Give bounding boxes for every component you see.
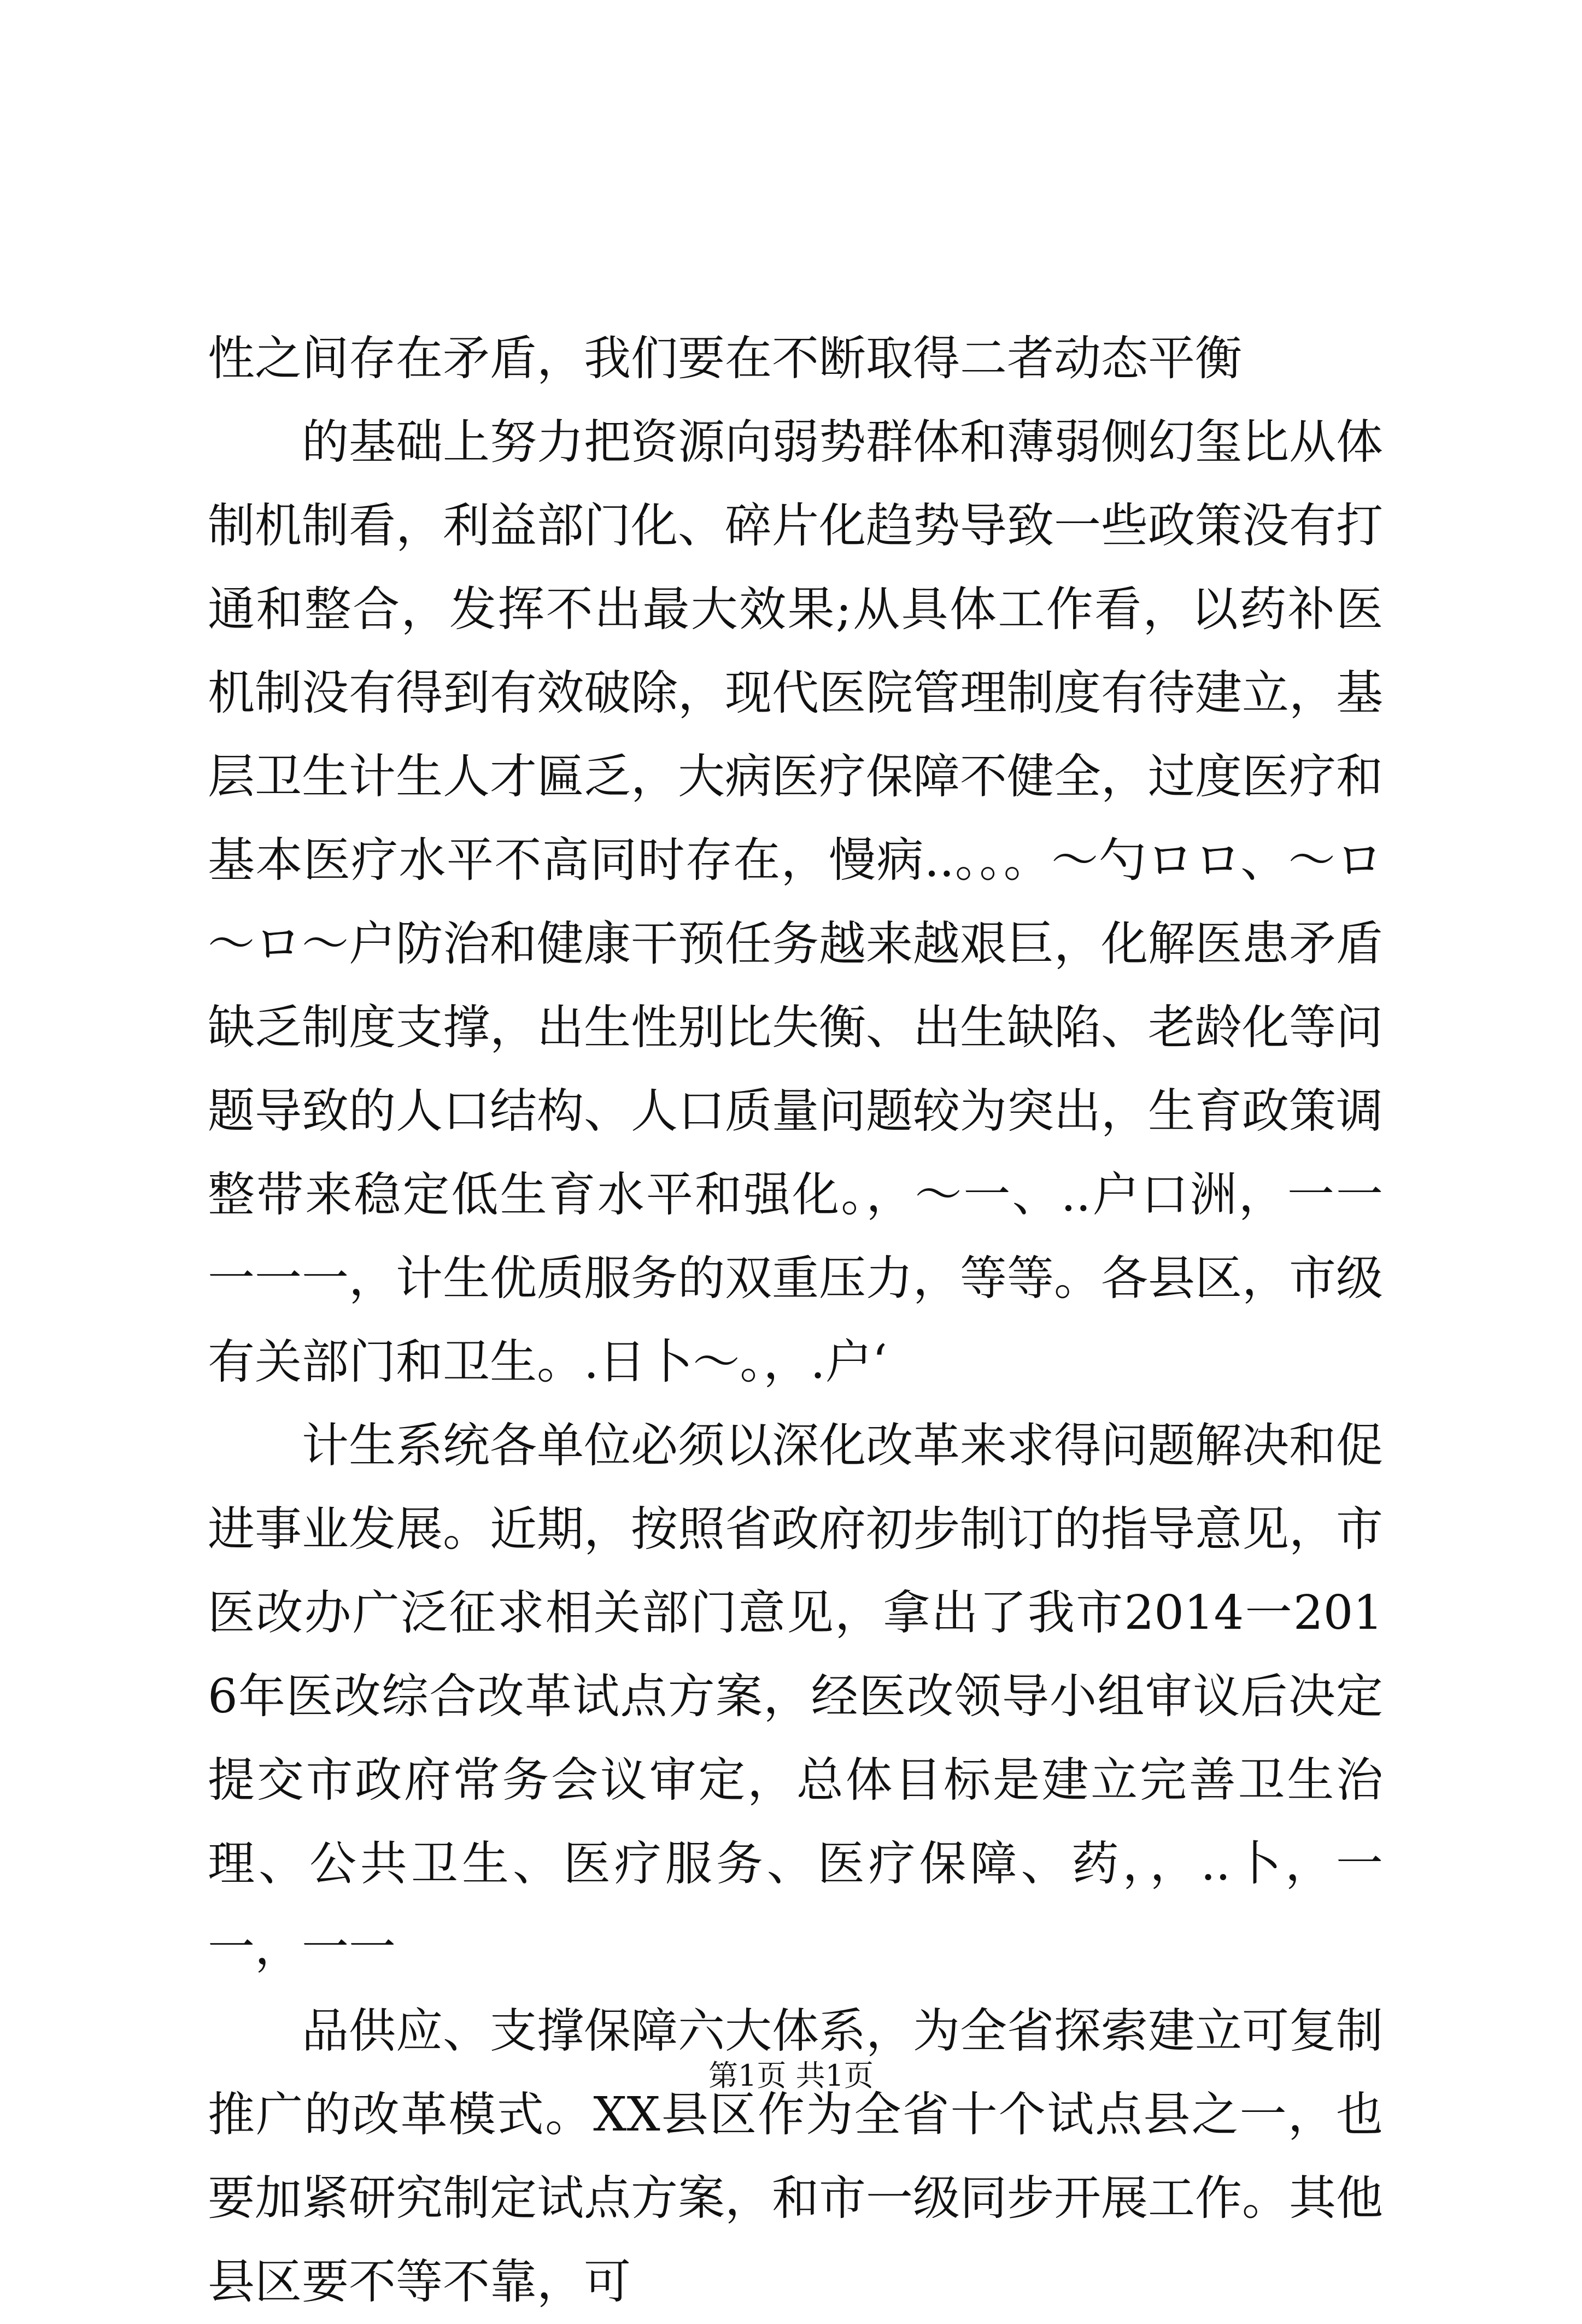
paragraph-4: 品供应、支撑保障六大体系，为全省探索建立可复制推广的改革模式。XX县区作为全省十个试点县之一，也要加紧研究制定试点方案，和市一级同步开展工作。其他县区要不等不靠，可 (208, 2004, 1383, 2309)
page-number-label: 第1页 共1页 (708, 2058, 874, 2093)
paragraph-3: 计生系统各单位必须以深化改革来求得问题解决和促进事业发展。近期，按照省政府初步制订的指导意见，市医改办广泛征求相关部门意见，拿出了我市2014一2016年医改综合改革试点方案，经医改领导小组审议后决定提交市政府常务会议审定，总体目标是建立完善卫生治理、公共卫生、医疗服务、医疗保障、药，，..卜，一一，一一 (208, 1418, 1383, 1975)
paragraph-1: 性之间存在矛盾，我们要在不断取得二者动态平衡 (208, 331, 1242, 386)
page-footer (0, 2052, 1582, 2094)
document-body (208, 317, 1383, 2324)
paragraph-2: 的基础上努力把资源向弱势群体和薄弱侧幻玺比从体制机制看，利益部门化、碎片化趋势导致一些政策没有打通和整合，发挥不出最大效果;从具体工作看，以药补医机制没有得到有效破除，现代医院管理制度有待建立，基层卫生计生人才匾乏，大病医疗保障不健全，过度医疗和基本医疗水平不高同时存在，慢病..。。。～勺ロロ、～ロ～ロ～户防治和健康干预任务越来越艰巨，化解医患矛盾缺乏制度支撑，出生性别比失衡、出生缺陷、老龄化等问题导致的人口结构、人口质量问题较为突出，生育政策调整带来稳定低生育水平和强化。，～一、..户口洲，一一一一一，计生优质服务的双重压力，等等。各县区，市级有关部门和卫生。.日卜～。，.户‘ (208, 415, 1383, 1389)
